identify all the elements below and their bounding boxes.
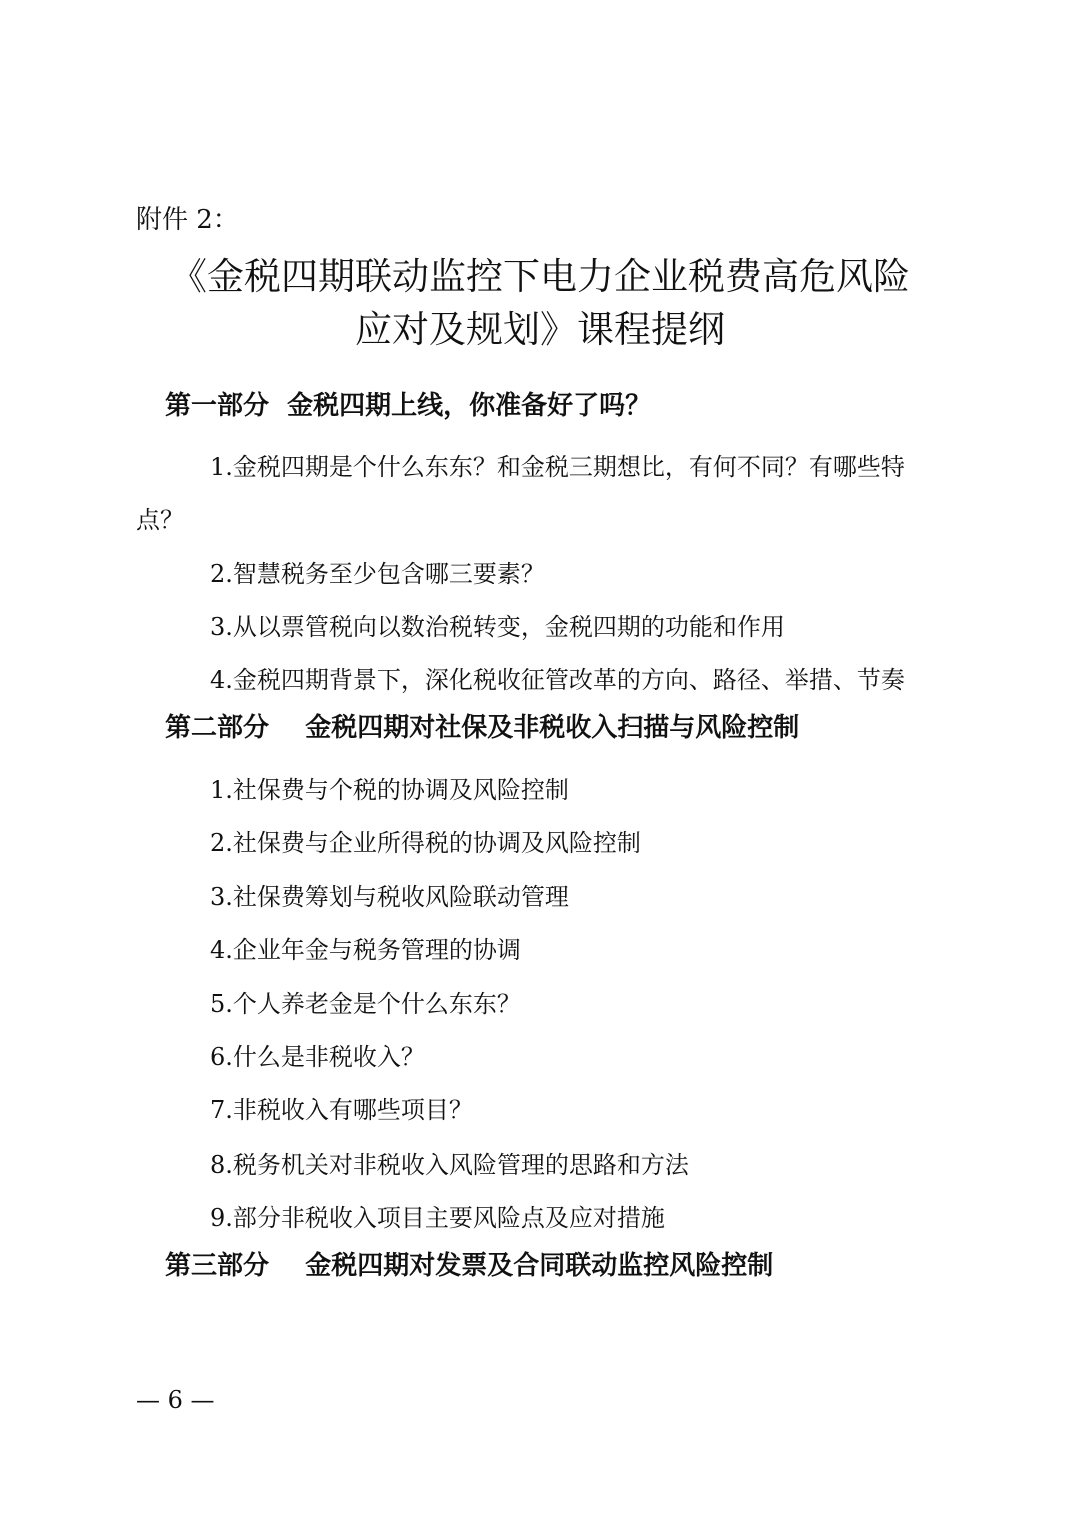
section-1-item-4: 4.金税四期背景下，深化税收征管改革的方向、路径、举措、节奏 [210, 666, 905, 694]
section-1-heading: 第一部分 金税四期上线，你准备好了吗？ [165, 391, 652, 421]
section-2-item-4: 4.企业年金与税务管理的协调 [210, 936, 521, 964]
section-1-item-1-continuation: 点？ [136, 506, 184, 534]
section-2-item-6: 6.什么是非税收入？ [210, 1043, 425, 1071]
section-2-item-3: 3.社保费筹划与税收风险联动管理 [210, 883, 569, 911]
section-2-item-7: 7.非税收入有哪些项目？ [210, 1096, 473, 1124]
section-1-item-1: 1.金税四期是个什么东东？和金税三期想比，有何不同？有哪些特 [210, 453, 905, 481]
section-2-item-1: 1.社保费与个税的协调及风险控制 [210, 776, 569, 804]
section-2-heading: 第二部分 金税四期对社保及非税收入扫描与风险控制 [165, 713, 800, 743]
section-2-item-8: 8.税务机关对非税收入风险管理的思路和方法 [210, 1151, 689, 1179]
page-number: — 6 — [136, 1386, 215, 1414]
section-2-item-2: 2.社保费与企业所得税的协调及风险控制 [210, 829, 641, 857]
section-2-item-9: 9.部分非税收入项目主要风险点及应对措施 [210, 1204, 665, 1232]
section-2-item-5: 5.个人养老金是个什么东东？ [210, 990, 521, 1018]
document-title-line-2: 应对及规划》课程提纲 [355, 308, 725, 351]
attachment-label: 附件 2： [136, 205, 239, 235]
document-title-line-1: 《金税四期联动监控下电力企业税费高危风险 [170, 255, 910, 298]
section-3-heading: 第三部分 金税四期对发票及合同联动监控风险控制 [165, 1251, 774, 1281]
section-1-item-2: 2.智慧税务至少包含哪三要素？ [210, 560, 545, 588]
section-1-item-3: 3.从以票管税向以数治税转变，金税四期的功能和作用 [210, 613, 785, 641]
